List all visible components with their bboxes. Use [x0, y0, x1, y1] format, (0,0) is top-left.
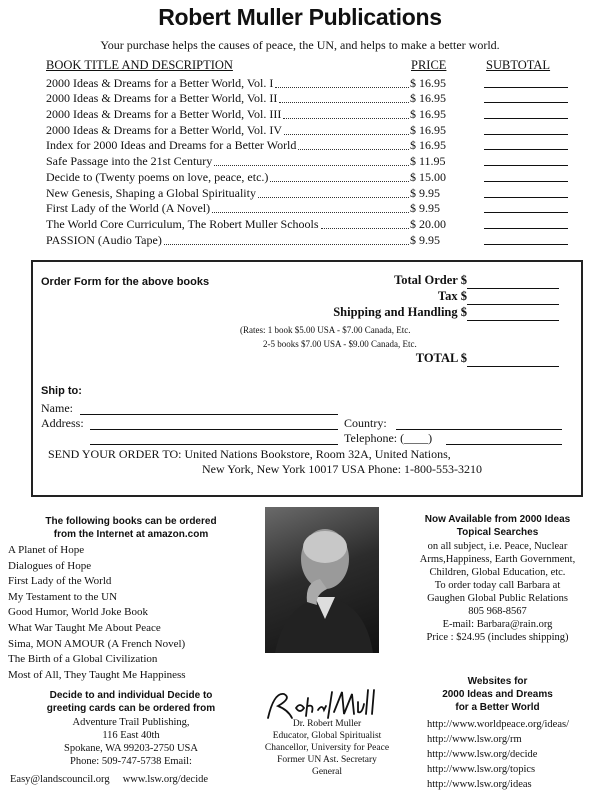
send-order-line-2: New York, New York 10017 USA Phone: 1-800-553-3210	[202, 462, 483, 476]
page-subtitle: Your purchase helps the causes of peace, the UN, and helps to make a better world.	[100, 38, 500, 52]
websites-heading-line-2: 2000 Ideas and Dreams	[442, 689, 553, 700]
topical-line-3: Children, Global Education, etc.	[429, 567, 566, 578]
decide-line-1: Adventure Trail Publishing,	[72, 717, 190, 728]
book-price: $ 9.95	[410, 185, 440, 200]
page-title: Robert Muller Publications	[158, 4, 442, 30]
book-row	[46, 122, 586, 138]
book-row	[46, 216, 586, 232]
book-row	[46, 169, 586, 185]
list-item: First Lady of the World	[8, 575, 112, 588]
website-link[interactable]: http://www.lsw.org/rm	[427, 734, 522, 745]
decide-heading-line-1: Decide to and individual Decide to	[49, 690, 213, 701]
author-photo	[265, 507, 379, 653]
book-title: Decide to (Twenty poems on love, peace, etc.)	[46, 169, 269, 184]
subtotal-field[interactable]	[484, 117, 568, 119]
website-link[interactable]: http://www.lsw.org/ideas	[427, 779, 532, 790]
topical-heading	[395, 513, 600, 539]
author-credentials	[262, 718, 392, 778]
subtotal-field[interactable]	[484, 164, 568, 166]
book-price: $ 16.95	[410, 91, 446, 106]
book-title: Index for 2000 Ideas and Dreams for a Better World	[46, 138, 297, 153]
shipping-field[interactable]	[467, 319, 559, 321]
book-title: 2000 Ideas & Dreams for a Better World, Vol. III	[46, 107, 282, 122]
author-role-2: Chancellor, University for Peace	[264, 743, 390, 753]
subtotal-field[interactable]	[484, 180, 568, 182]
topical-line-5: Gaughen Global Public Relations	[427, 593, 568, 604]
col-header-price: PRICE	[411, 58, 447, 72]
telephone-label: Telephone: (____)	[344, 431, 433, 445]
book-row	[46, 185, 586, 201]
website-link[interactable]: http://www.worldpeace.org/ideas/	[427, 719, 570, 730]
col-header-title: BOOK TITLE AND DESCRIPTION	[46, 58, 233, 72]
book-title: The World Core Curriculum, The Robert Muller Schools	[46, 216, 319, 231]
book-title: PASSION (Audio Tape)	[46, 232, 162, 247]
tax-field[interactable]	[467, 303, 559, 305]
amazon-heading-line-1: The following books can be ordered	[45, 516, 217, 527]
list-item: Sima, MON AMOUR (A French Novel)	[8, 637, 186, 650]
author-role-3: Former UN Ast. Secretary General	[277, 755, 377, 777]
amazon-heading-line-2: from the Internet at amazon.com	[53, 529, 209, 540]
book-row	[46, 75, 586, 91]
book-price: $ 9.95	[410, 232, 440, 247]
subtotal-field[interactable]	[484, 243, 568, 245]
topical-price: Price : $24.95 (includes shipping)	[426, 632, 569, 643]
country-field[interactable]	[396, 428, 562, 430]
book-title: New Genesis, Shaping a Global Spirituality	[46, 185, 256, 200]
list-item: What War Taught Me About Peace	[8, 621, 161, 634]
website-link[interactable]: http://www.lsw.org/topics	[427, 764, 536, 775]
decide-heading	[0, 689, 262, 715]
country-label: Country:	[344, 416, 387, 430]
book-title: 2000 Ideas & Dreams for a Better World, Vol. II	[46, 91, 278, 106]
subtotal-field[interactable]	[484, 211, 568, 213]
send-order-line-1: SEND YOUR ORDER TO: United Nations Bookstore, Room 32A, United Nations,	[48, 447, 451, 461]
total-order-label: Total Order $	[394, 273, 467, 287]
book-price: $ 9.95	[410, 201, 440, 216]
websites-heading	[395, 675, 600, 714]
decide-line-2: 116 East 40th	[102, 730, 160, 741]
website-link[interactable]: http://www.lsw.org/decide	[427, 749, 538, 760]
book-row	[46, 138, 586, 154]
list-item: Good Humor, World Joke Book	[8, 606, 148, 619]
topical-line-1: on all subject, i.e. Peace, Nuclear	[427, 541, 568, 552]
book-price: $ 16.95	[410, 122, 446, 137]
decide-line-4: Phone: 509-747-5738 Email:	[70, 756, 192, 767]
book-row	[46, 153, 586, 169]
decide-heading-line-2: greeting cards can be ordered from	[46, 703, 216, 714]
website-list	[427, 717, 569, 792]
list-item: My Testament to the UN	[8, 590, 118, 603]
decide-email-web: Easy@landscouncil.org www.lsw.org/decide	[10, 774, 209, 785]
list-item: Dialogues of Hope	[8, 559, 92, 572]
topical-line-4: To order today call Barbara at	[434, 580, 561, 591]
list-item: Most of All, They Taught Me Happiness	[8, 668, 186, 681]
decide-address	[0, 716, 262, 768]
telephone-field[interactable]	[446, 443, 562, 445]
subtotal-field[interactable]	[484, 196, 568, 198]
book-title: Safe Passage into the 21st Century	[46, 154, 213, 169]
topical-email: E-mail: Barbara@rain.org	[442, 619, 553, 630]
tax-label: Tax $	[437, 289, 467, 303]
total-label: TOTAL $	[415, 351, 467, 365]
subtotal-field[interactable]	[484, 133, 568, 135]
book-title: 2000 Ideas & Dreams for a Better World, Vol. I	[46, 75, 274, 90]
amazon-book-list	[8, 543, 186, 683]
author-role-1: Educator, Global Spiritualist	[272, 731, 382, 741]
rates-line-2: 2-5 books $7.00 USA - $9.00 Canada, Etc.	[263, 339, 417, 349]
book-price: $ 16.95	[410, 138, 446, 153]
book-row	[46, 91, 586, 107]
topical-heading-line-2: Topical Searches	[456, 527, 539, 538]
name-label: Name:	[41, 401, 73, 415]
address-line-2-field[interactable]	[90, 443, 338, 445]
total-order-field[interactable]	[467, 287, 559, 289]
book-row	[46, 232, 586, 248]
col-header-subtotal: SUBTOTAL	[486, 58, 551, 72]
book-price: $ 15.00	[410, 169, 446, 184]
shipping-label: Shipping and Handling $	[333, 305, 467, 319]
book-title: First Lady of the World (A Novel)	[46, 201, 211, 216]
name-field[interactable]	[80, 413, 338, 415]
subtotal-field[interactable]	[484, 101, 568, 103]
topical-phone: 805 968-8567	[468, 606, 527, 617]
book-price: $ 20.00	[410, 216, 446, 231]
total-field[interactable]	[467, 365, 559, 367]
topical-line-2: Arms,Happiness, Earth Government,	[419, 554, 576, 565]
websites-heading-line-1: Websites for	[467, 676, 528, 687]
address-label: Address:	[41, 416, 84, 430]
book-price: $ 11.95	[410, 154, 446, 169]
decide-line-3: Spokane, WA 99203-2750 USA	[64, 743, 198, 754]
websites-heading-line-3: for a Better World	[455, 702, 540, 713]
topical-heading-line-1: Now Available from 2000 Ideas	[424, 514, 571, 525]
rates-line-1: (Rates: 1 book $5.00 USA - $7.00 Canada, Etc.	[240, 325, 411, 335]
book-row	[46, 106, 586, 122]
list-item: The Birth of a Global Civilization	[8, 653, 158, 666]
list-item: A Planet of Hope	[8, 544, 85, 556]
subtotal-field[interactable]	[484, 227, 568, 229]
topical-details	[395, 540, 600, 644]
order-form-title: Order Form for the above books	[41, 276, 210, 288]
author-name: Dr. Robert Muller	[292, 719, 362, 729]
ship-to-title: Ship to:	[41, 385, 82, 397]
amazon-heading	[0, 515, 262, 541]
book-list	[46, 75, 586, 248]
book-price: $ 16.95	[410, 75, 446, 90]
book-title: 2000 Ideas & Dreams for a Better World, Vol. IV	[46, 122, 282, 137]
subtotal-field[interactable]	[484, 86, 568, 88]
address-field[interactable]	[90, 428, 338, 430]
book-price: $ 16.95	[410, 107, 446, 122]
subtotal-field[interactable]	[484, 148, 568, 150]
book-row	[46, 201, 586, 217]
